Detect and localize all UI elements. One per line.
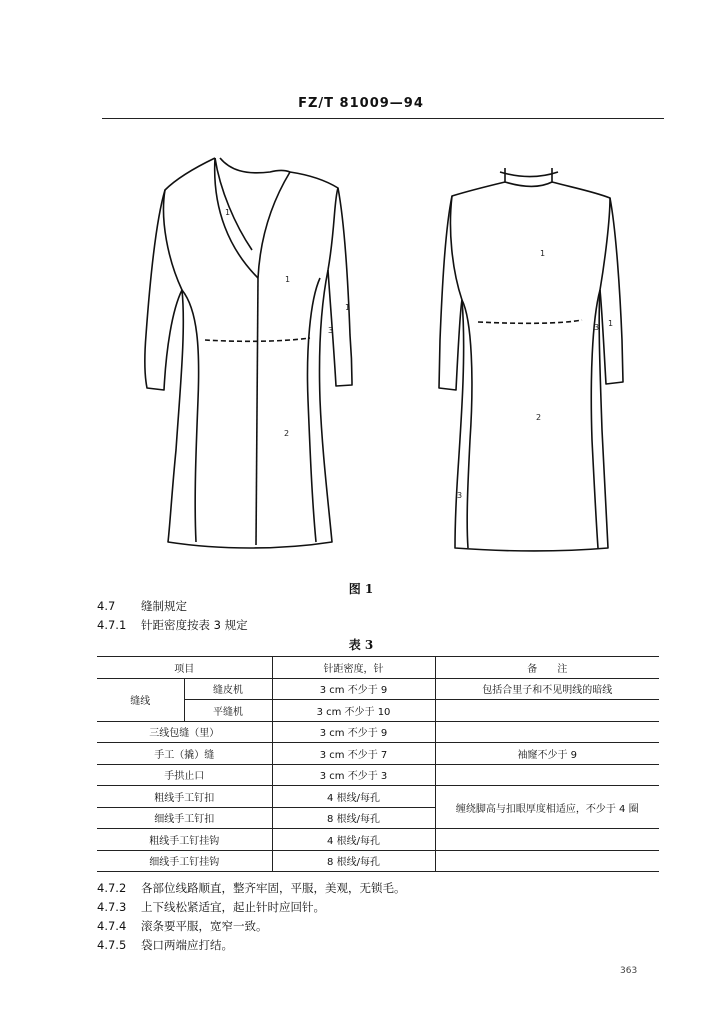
section-number: 4.7.5 [97, 938, 127, 952]
row-item: 粗线手工钉挂钩 [97, 829, 272, 851]
figure-caption: 图 1 [348, 582, 374, 596]
row-item: 细线手工钉挂钩 [97, 850, 272, 872]
row-sub-item: 平缝机 [184, 700, 272, 722]
table-title: 表 3 [348, 638, 374, 652]
row-note [435, 700, 659, 722]
standard-number-header: FZ/T 81009—94 [298, 96, 424, 111]
section-text: 缝制规定 [141, 599, 187, 613]
section-number: 4.7.4 [97, 919, 127, 933]
section-number: 4.7 [97, 599, 116, 613]
row-note [435, 721, 659, 743]
back-label-1b: 1 [608, 319, 614, 328]
row-density: 8 根线/每孔 [272, 850, 435, 872]
row-item: 手拱止口 [97, 764, 272, 786]
page-number: 363 [620, 966, 638, 976]
row-density: 4 根线/每孔 [272, 786, 435, 808]
header-item: 项目 [97, 657, 272, 679]
section-text: 针距密度按表 3 规定 [141, 618, 248, 632]
table-row [97, 829, 659, 851]
section-number: 4.7.2 [97, 881, 127, 895]
section-4-7-3 [97, 899, 325, 915]
row-density: 8 根线/每孔 [272, 807, 435, 829]
section-text: 上下线松紧适宜，起止针时应回针。 [141, 900, 325, 914]
header-note: 备 注 [435, 657, 659, 679]
table-row [97, 850, 659, 872]
section-4-7-5 [97, 937, 233, 953]
row-note [435, 850, 659, 872]
table-row [97, 678, 659, 700]
row-density: 3 cm 不少于 3 [272, 764, 435, 786]
front-label-2: 2 [284, 429, 290, 438]
header-density: 针距密度，针 [272, 657, 435, 679]
back-label-3b: 3 [457, 491, 463, 500]
section-text: 滚条要平服，宽窄一致。 [141, 919, 268, 933]
section-text: 各部位线路顺直，整齐牢固，平服，美观，无锁毛。 [141, 881, 406, 895]
table-header-row [97, 657, 659, 679]
row-note [435, 764, 659, 786]
front-view-drawing [145, 158, 352, 548]
row-note: 袖窿不少于 9 [435, 743, 659, 765]
stitch-density-table [97, 656, 659, 872]
back-view-drawing [439, 168, 623, 551]
front-label-1c: 1 [345, 303, 351, 312]
row-density: 3 cm 不少于 10 [272, 700, 435, 722]
row-note: 包括合里子和不见明线的暗线 [435, 678, 659, 700]
row-note [435, 829, 659, 851]
section-text: 袋口两端应打结。 [141, 938, 233, 952]
section-4-7-1 [97, 617, 248, 633]
row-item: 手工（撬）缝 [97, 743, 272, 765]
section-number: 4.7.1 [97, 618, 127, 632]
row-density: 3 cm 不少于 9 [272, 721, 435, 743]
row-item: 细线手工钉扣 [97, 807, 272, 829]
row-density: 3 cm 不少于 9 [272, 678, 435, 700]
row-note: 缠绕脚高与扣眼厚度相适应，不少于 4 圈 [435, 786, 659, 829]
section-4-7 [97, 598, 187, 614]
group-label: 缝线 [97, 678, 184, 721]
front-label-1b: 1 [285, 275, 291, 284]
back-label-1a: 1 [540, 249, 546, 258]
section-4-7-4 [97, 918, 268, 934]
table-row [97, 721, 659, 743]
row-density: 4 根线/每孔 [272, 829, 435, 851]
table-row [97, 764, 659, 786]
row-item: 三线包缝（里） [97, 721, 272, 743]
section-number: 4.7.3 [97, 900, 127, 914]
front-label-3: 3 [328, 326, 334, 335]
front-label-1a: 1 [225, 208, 231, 217]
row-sub-item: 缝皮机 [184, 678, 272, 700]
row-item: 粗线手工钉扣 [97, 786, 272, 808]
section-4-7-2 [97, 880, 406, 896]
header-rule [102, 118, 664, 119]
back-label-3a: 3 [594, 323, 600, 332]
row-density: 3 cm 不少于 7 [272, 743, 435, 765]
table-row [97, 743, 659, 765]
garment-figure [120, 150, 640, 570]
table-row [97, 786, 659, 808]
back-label-2: 2 [536, 413, 542, 422]
